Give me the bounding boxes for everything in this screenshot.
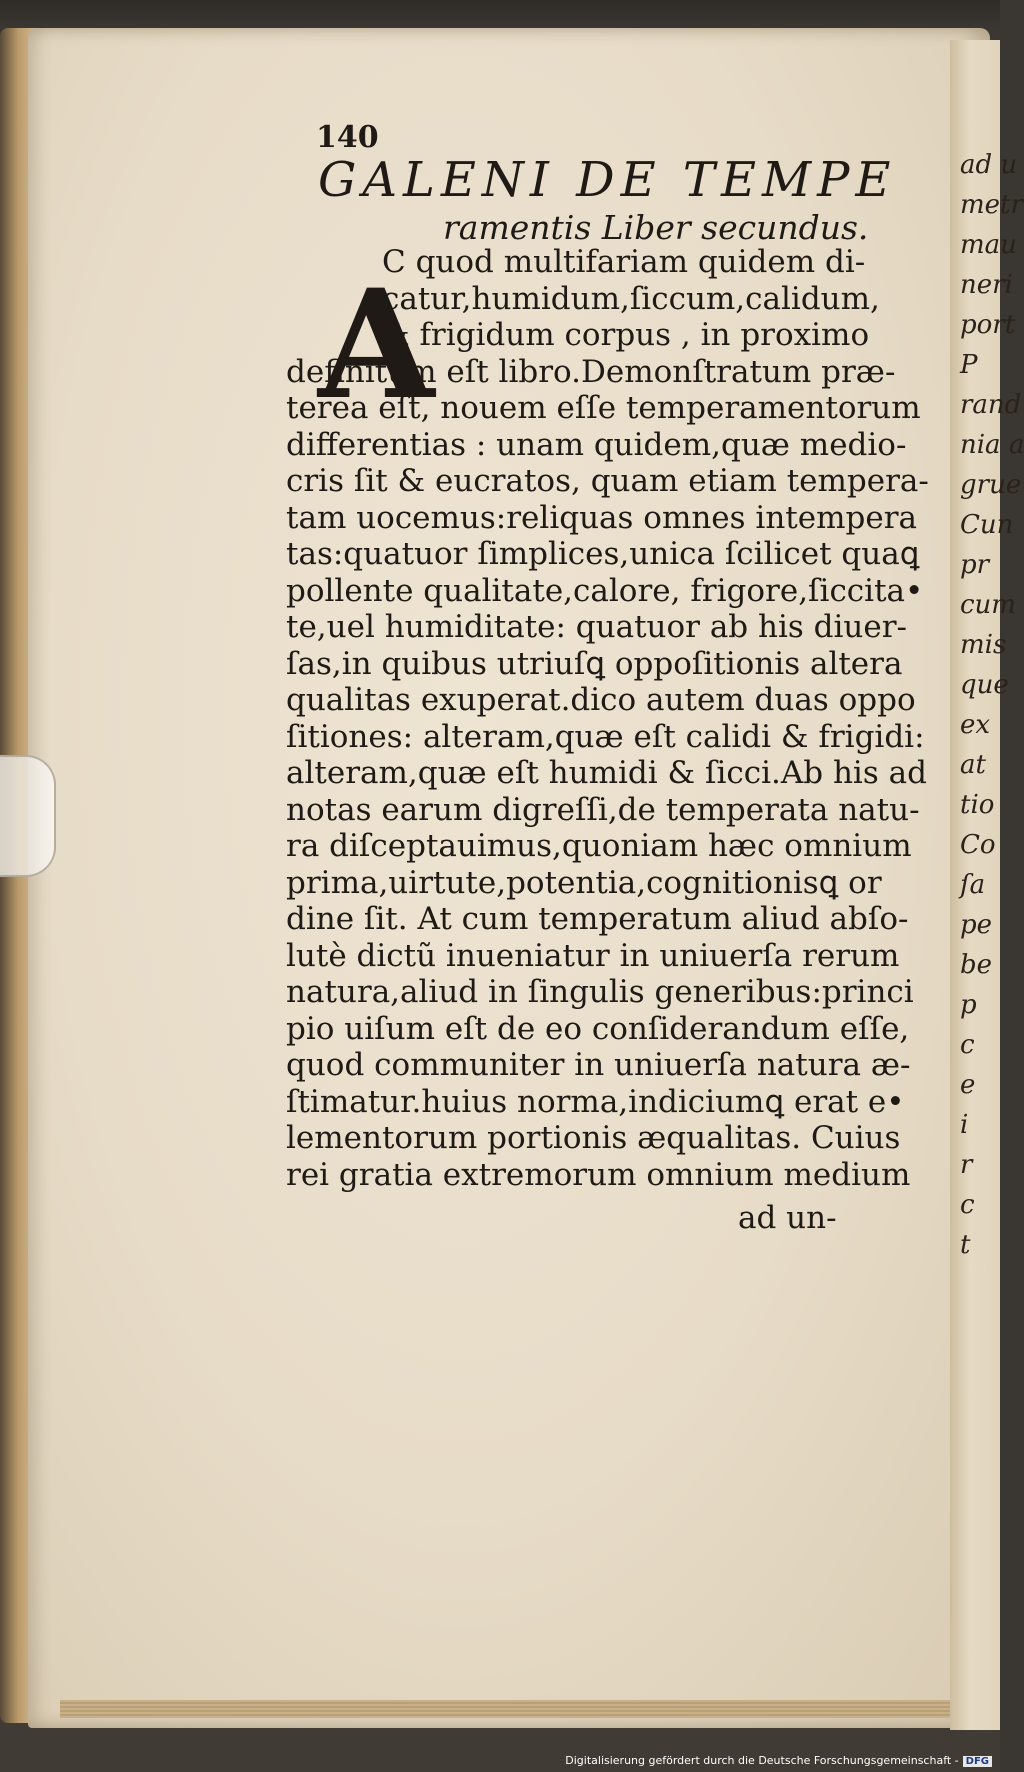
facing-page-text: pe [960,910,993,940]
running-heading-continued: ramentis Liber secundus. [443,208,869,247]
facing-page-text: mis [960,630,1007,660]
facing-page-text: Cun [960,510,1014,540]
text-line: ſitiones: alteram,quæ eſt calidi & frigidi: [286,718,925,755]
facing-page-text: p [960,990,977,1020]
catchword: ad un- [738,1200,837,1236]
text-line: C quod multifariam quidem di- [382,244,866,280]
facing-page-text: c [960,1190,975,1220]
drop-cap: A [318,257,435,433]
page-number: 140 [316,120,379,155]
facing-page-text: Co [960,830,996,860]
facing-page-text: be [960,950,993,980]
facing-page-text: at [960,750,986,780]
facing-page-fragment [950,40,1024,1730]
text-line: lementorum portionis æqualitas. Cuius [286,1120,901,1156]
text-line: tam uocemus:reliquas omnes intempera [286,499,917,536]
text-line: lutè dictũ inueniatur in uniuerſa rerum [286,937,900,974]
text-line: definitum eſt libro.Demonſtratum præ- [286,353,896,390]
text-line: catur,humidum,ſiccum,calidum, [382,280,880,317]
facing-page-text: pr [960,550,990,580]
facing-page-text: rand [960,390,1022,420]
facing-page-text: i [960,1110,969,1140]
text-line: rei gratia extremorum omnium medium [286,1156,911,1193]
facing-page-text: ad u [960,150,1018,180]
facing-page-text: c [960,1030,975,1060]
text-line: & frigidum corpus , in proximo [382,317,870,353]
text-line: cris ſit & eucratos, quam etiam tempera- [286,463,929,499]
text-line: pio uiſum eſt de eo conſiderandum eſſe, [286,1010,910,1047]
running-heading: GALENI DE TEMPE [318,152,897,208]
facing-page-text: port [960,310,1016,340]
facing-page-text: r [960,1150,973,1180]
text-line: ſas,in quibus utriuſꝗ oppoſitionis altera [286,645,903,682]
facing-page-text: e [960,1070,976,1100]
text-line: qualitas exuperat.dico autem duas oppo [286,682,916,718]
text-line: alteram,quæ eſt humidi & ſicci.Ab his ad [286,755,927,791]
dfg-logo: DFG [963,1756,992,1767]
facing-page-text: nia a [960,430,1024,460]
text-line: terea eſt, nouem eſſe temperamentorum [286,390,921,426]
text-line: prima,uirtute,potentia,cognitionisꝗ or [286,864,882,901]
facing-page-text: metr [960,190,1023,220]
text-line: te,uel humiditate: quatuor ab his diuer- [286,609,908,645]
text-line: quod communiter in uniuerſa natura æ- [286,1047,911,1083]
page-edges [60,1700,990,1718]
facing-page-text: neri [960,270,1013,300]
text-line: pollente qualitate,calore, frigore,ſiccita• [286,572,924,609]
facing-page-text: ſa [960,870,986,900]
facing-page-text: t [960,1230,971,1260]
page-clip [0,755,56,877]
credit-text: Digitalisierung gefördert durch die Deutsche Forschungsgemeinschaft - [565,1754,959,1767]
text-line: ſtimatur.huius norma,indiciumꝗ erat e• [286,1083,905,1120]
facing-page-text: P [960,350,978,380]
facing-page-text: que [960,670,1009,700]
digitization-credit [565,1754,992,1767]
facing-page-text: mau [960,230,1017,260]
facing-page-text: tio [960,790,995,820]
facing-page-text: grue [960,470,1022,500]
text-line: natura,aliud in ſingulis generibus:princi [286,974,914,1010]
facing-page-text: ex [960,710,991,740]
text-line: notas earum digreſſi,de temperata natu- [286,791,920,828]
facing-page-text: cum [960,590,1016,620]
text-line: ra diſceptauimus,quoniam hæc omnium [286,828,912,864]
text-line: tas:quatuor ſimplices,unica ſcilicet quaꝗ [286,536,920,572]
text-line: dine ſit. At cum temperatum aliud abſo- [286,901,909,937]
text-line: differentias : unam quidem,quæ medio- [286,426,907,463]
